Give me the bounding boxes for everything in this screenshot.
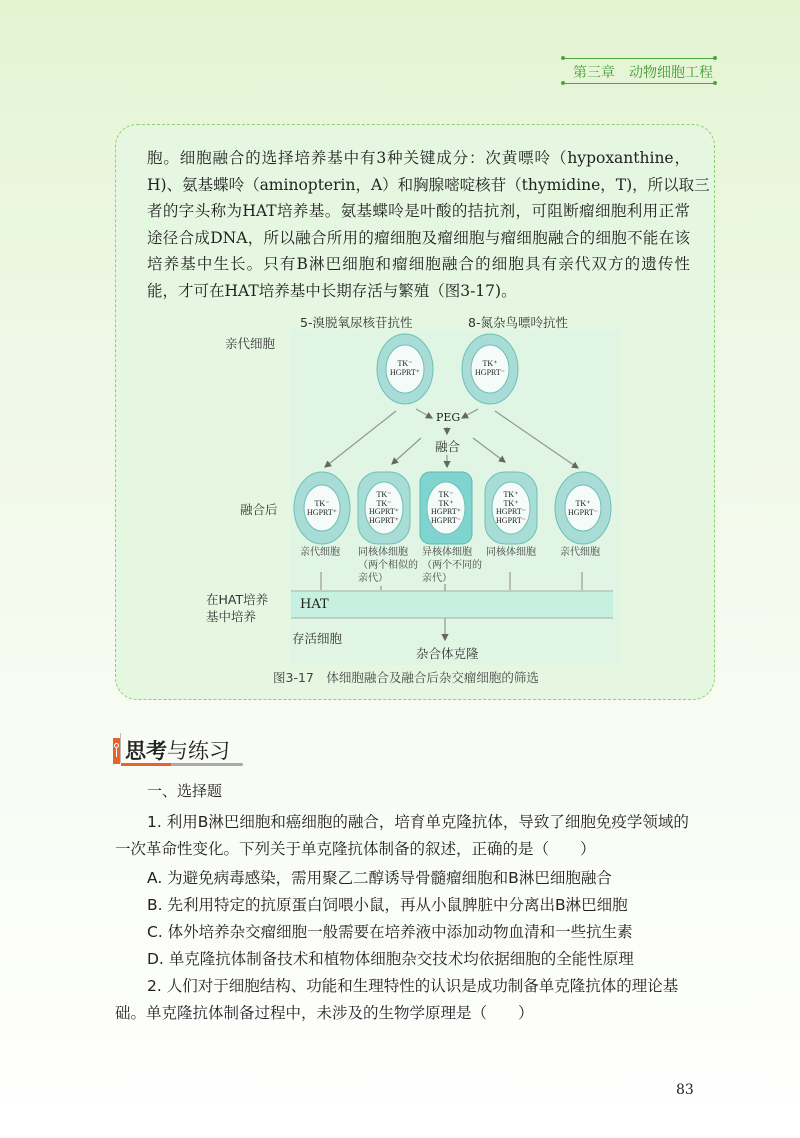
- section-heading: 一、选择题: [147, 782, 223, 800]
- fused-cell-genotype: TK⁻ TK⁻ HGPRT⁺ HGPRT⁺: [369, 490, 399, 525]
- key-icon: [113, 738, 120, 764]
- hat-medium-bar: [291, 591, 613, 618]
- paragraph-line: 能，才可在HAT培养基中长期存活与繁殖（图3-17)。: [147, 281, 517, 300]
- label-hybrid: 杂合体克隆: [416, 646, 479, 661]
- cell-label: 亲代细胞: [560, 547, 600, 558]
- question-1-line: 1. 利用B淋巴细胞和癌细胞的融合，培育单克隆抗体，导致了细胞免疫学领域的: [147, 813, 689, 831]
- paragraph-line: 途径合成DNA，所以融合所用的瘤细胞及瘤细胞与瘤细胞融合的细胞不能在该: [147, 228, 690, 247]
- label-hat: HAT: [300, 597, 329, 612]
- cell-label: 同核体细胞（两个相似的亲代）: [358, 547, 418, 584]
- question-2-line: 2. 人们对于细胞结构、功能和生理特性的认识是成功制备单克隆抗体的理论基: [147, 977, 679, 995]
- option-a: A. 为避免病毒感染，需用聚乙二醇诱导骨髓瘤细胞和B淋巴细胞融合: [147, 869, 612, 887]
- page-number: 83: [676, 1082, 694, 1098]
- paragraph-line: 胞。细胞融合的选择培养基中有3种关键成分：次黄嘌呤（hypoxanthine，: [147, 149, 690, 167]
- option-b: B. 先利用特定的抗原蛋白饲喂小鼠，再从小鼠脾脏中分离出B淋巴细胞: [147, 896, 628, 914]
- label-hat-row: 在HAT培养 基中培养: [206, 592, 269, 624]
- fused-cell-genotype: TK⁻ TK⁺ HGPRT⁺ HGPRT⁻: [431, 490, 461, 525]
- paragraph-line: 培养基中生长。只有B淋巴细胞和瘤细胞融合的细胞具有亲代双方的遗传性: [147, 255, 690, 273]
- paragraph-line: H)、氨基蝶呤（aminopterin，A）和胸腺嘧啶核苷（thymidine，T)，所以取三: [147, 175, 710, 194]
- parent-cell-genotype: TK⁻ HGPRT⁺: [390, 359, 420, 377]
- chapter-title: 第三章 动物细胞工程: [573, 65, 713, 81]
- cell-label: 同核体细胞: [486, 547, 536, 558]
- label-fused-row: 融合后: [240, 502, 278, 517]
- cell-label: 异核体细胞（两个不同的亲代）: [422, 547, 482, 584]
- figure-caption: 图3-17 体细胞融合及融合后杂交瘤细胞的筛选: [273, 670, 539, 685]
- label-parent-row: 亲代细胞: [225, 336, 276, 351]
- question-1-line: 一次革命性变化。下列关于单克隆抗体制备的叙述，正确的是（ ）: [115, 840, 596, 858]
- label-resist-right: 8-氮杂鸟嘌呤抗性: [468, 315, 568, 330]
- fused-cell-genotype: TK⁺ HGPRT⁻: [568, 499, 598, 517]
- label-resist-left: 5-溴脱氧尿核苷抗性: [300, 315, 413, 330]
- fused-cell-genotype: TK⁻ HGPRT⁺: [307, 499, 337, 517]
- label-fusion: 融合: [435, 439, 461, 454]
- question-2-line: 础。单克隆抗体制备过程中，未涉及的生物学原理是（ ）: [115, 1004, 534, 1022]
- label-peg: PEG: [436, 411, 461, 424]
- cell-label: 亲代细胞: [300, 547, 340, 558]
- paragraph-line: 者的字头称为HAT培养基。氨基蝶呤是叶酸的拮抗剂，可阻断瘤细胞利用正常: [147, 202, 690, 220]
- parent-cell-genotype: TK⁺ HGPRT⁻: [475, 359, 505, 377]
- option-c: C. 体外培养杂交瘤细胞一般需要在培养液中添加动物血清和一些抗生素: [147, 923, 633, 941]
- option-d: D. 单克隆抗体制备技术和植物体细胞杂交技术均依据细胞的全能性原理: [147, 950, 634, 968]
- fused-cell-genotype: TK⁺ TK⁺ HGPRT⁻ HGPRT⁻: [496, 490, 526, 525]
- label-survive: 存活细胞: [292, 631, 343, 646]
- exercise-title: 思考与练习: [125, 739, 230, 763]
